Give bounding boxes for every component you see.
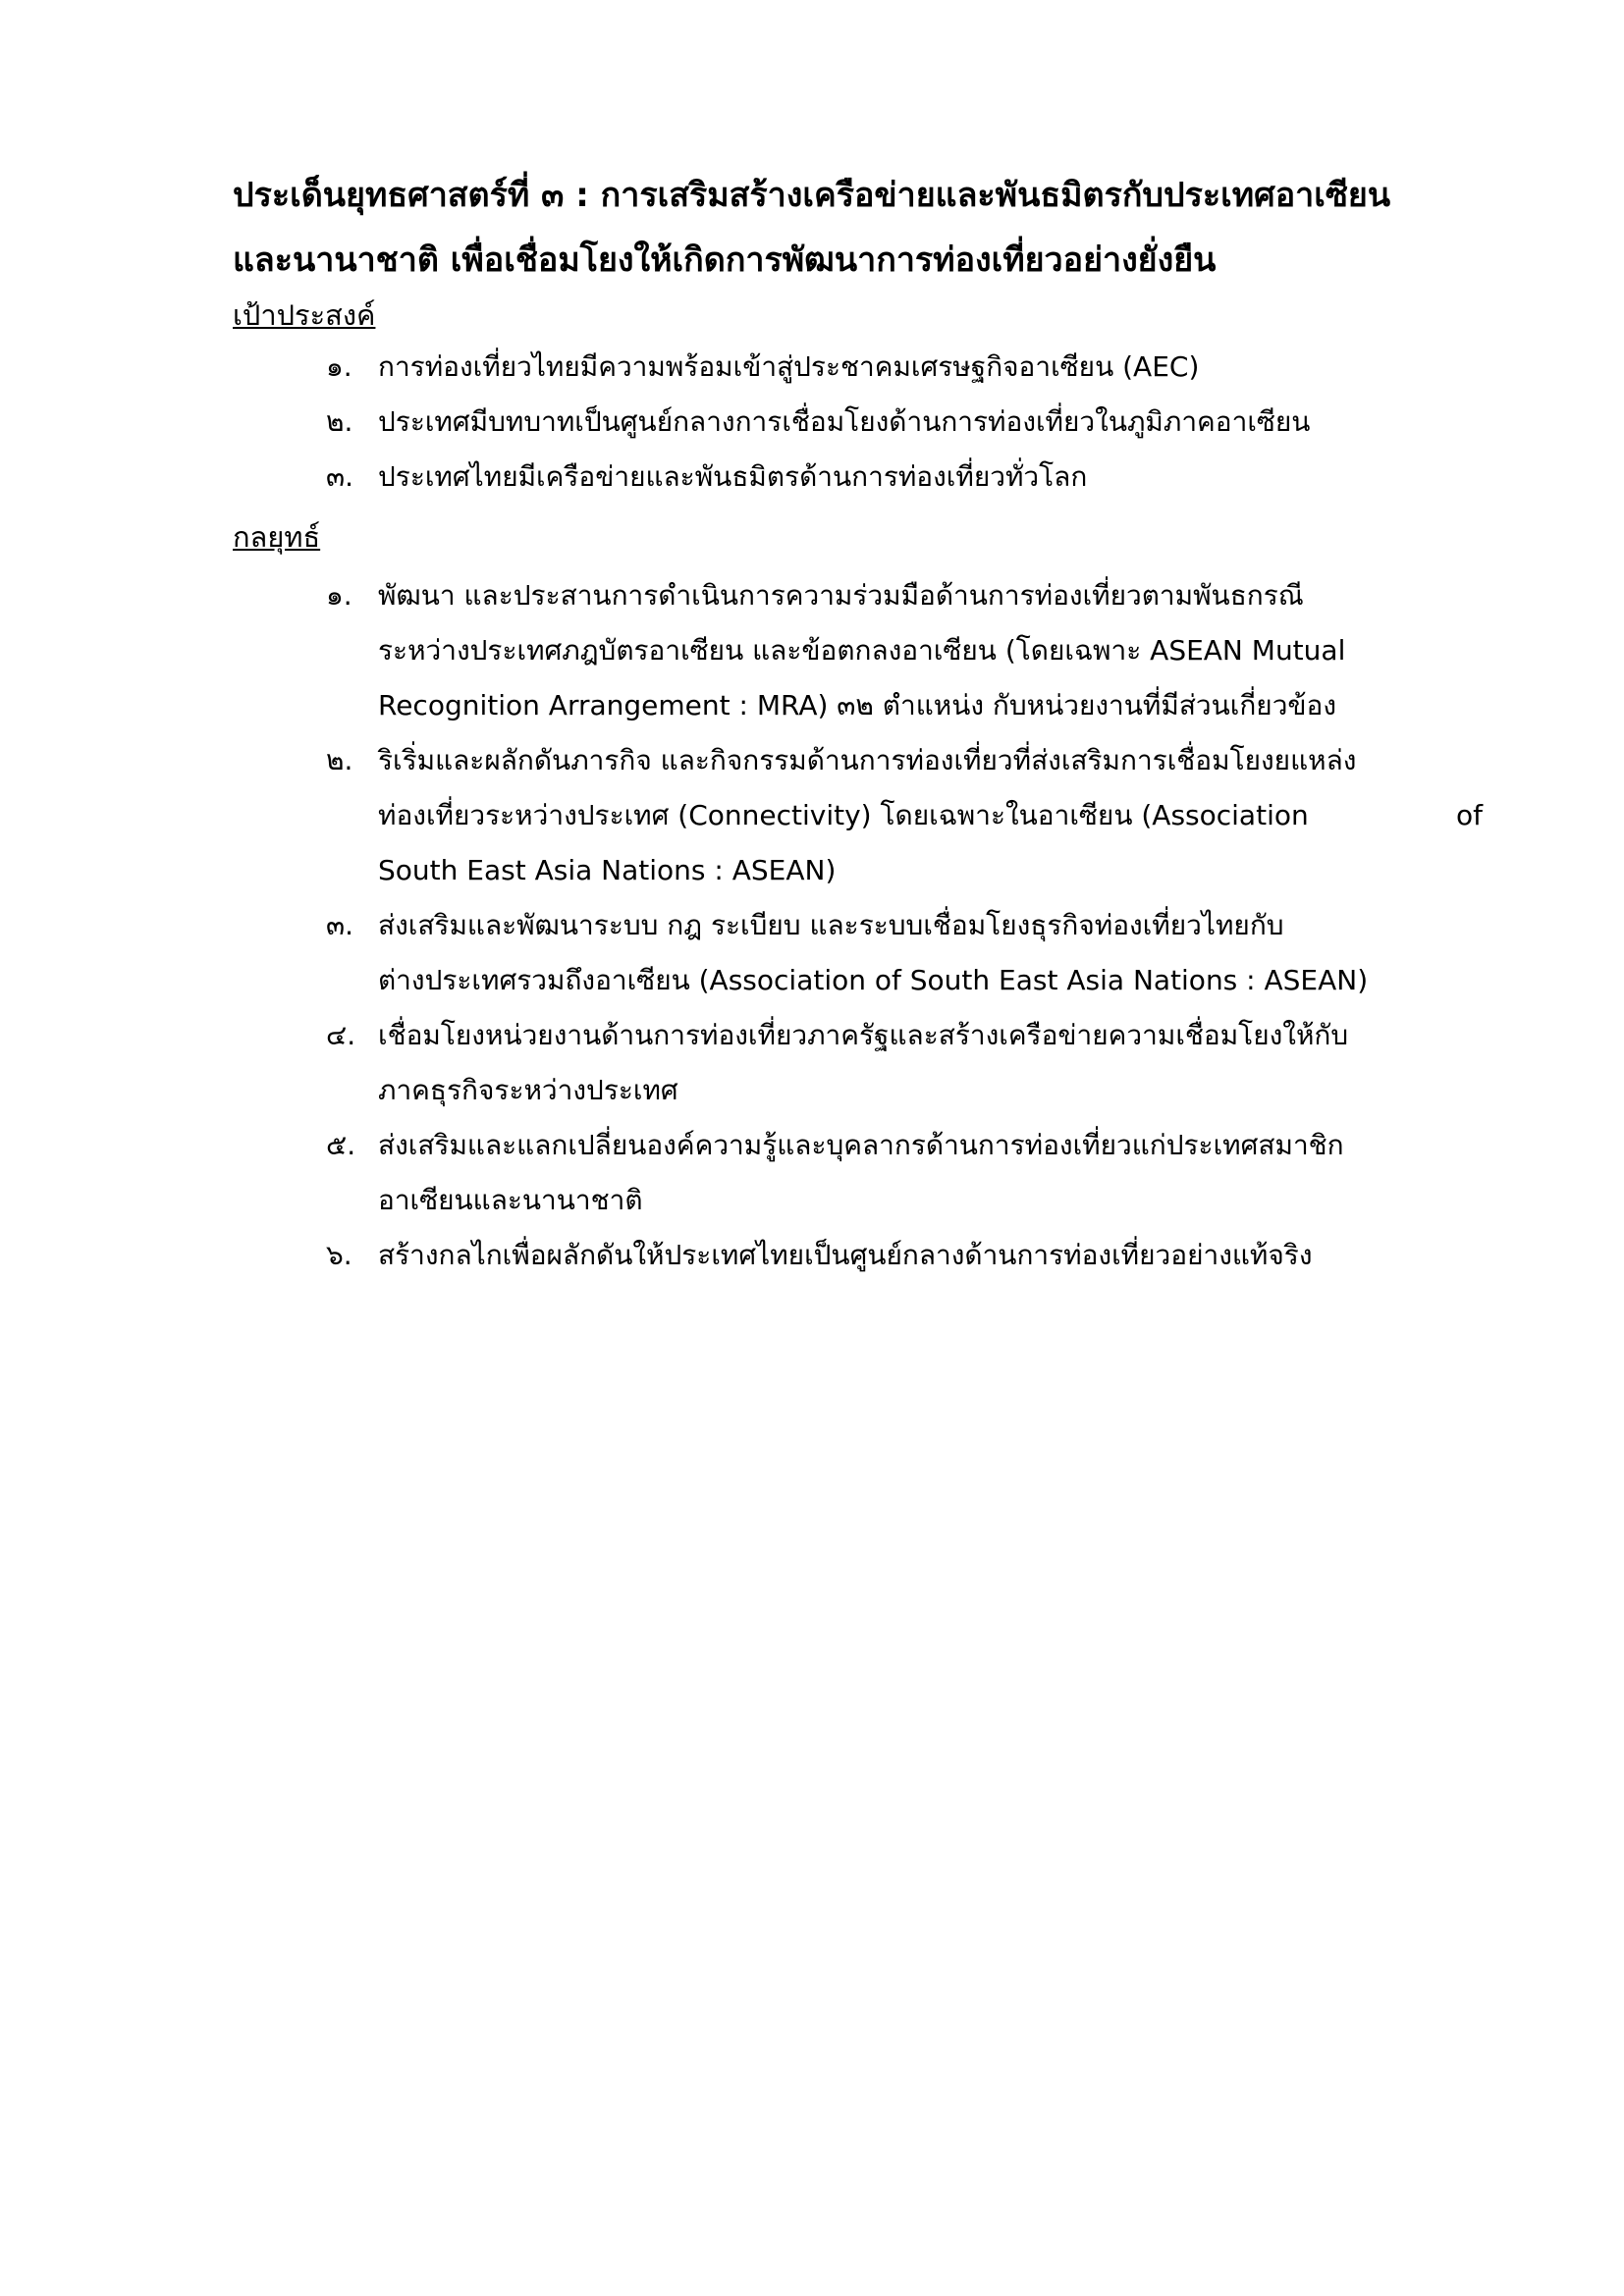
item-text: ระหว่างประเทศภฎบัตรอาเซียน และข้อตกลงอาเซียน (โดยเฉพาะ ASEAN Mutual <box>378 634 1346 667</box>
heading-line-1: ประเด็นยุทธศาสตร์ที่ ๓ : การเสริมสร้างเครือข่ายและพันธมิตรกับประเทศอาเซียน <box>233 176 1391 215</box>
heading-line-2: และนานาชาติ เพื่อเชื่อมโยงให้เกิดการพัฒนาการท่องเที่ยวอย่างยั่งยืน <box>233 240 1217 280</box>
item-text: พัฒนา และประสานการดำเนินการความร่วมมือด้านการท่องเที่ยวตามพันธกรณี <box>378 579 1304 612</box>
objective-item <box>326 395 1483 450</box>
strategy-item <box>326 1008 1483 1118</box>
item-text: เชื่อมโยงหน่วยงานด้านการท่องเที่ยวภาครัฐและสร้างเครือข่ายความเชื่อมโยงให้กับ <box>378 1019 1349 1051</box>
strategy-item <box>326 898 1483 1008</box>
item-number: ๓. <box>326 460 354 493</box>
objective-item <box>326 450 1483 505</box>
item-text: ท่องเที่ยวระหว่างประเทศ (Connectivity) โดยเฉพาะในอาเซียน (Association <box>378 799 1309 831</box>
objectives-list <box>326 340 1483 505</box>
item-number: ๖. <box>326 1239 352 1271</box>
strategies-label: กลยุทธ์ <box>233 520 321 554</box>
strategy-item <box>326 733 1483 898</box>
item-text: ส่งเสริมและพัฒนาระบบ กฎ ระเบียบ และระบบเชื่อมโยงธุรกิจท่องเที่ยวไทยกับ <box>378 909 1284 941</box>
item-text: ริเริ่มและผลักดันภารกิจ และกิจกรรมด้านการท่องเที่ยวที่ส่งเสริมการเชื่อมโยงยแหล่ง <box>378 744 1357 776</box>
strategies-list <box>326 568 1483 1283</box>
item-number: ๕. <box>326 1129 356 1161</box>
item-number: ๒. <box>326 744 353 776</box>
item-text-justified <box>378 788 1483 843</box>
item-text: ประเทศไทยมีเครือข่ายและพันธมิตรด้านการท่องเที่ยวทั่วโลก <box>378 460 1088 493</box>
item-text: ภาคธุรกิจระหว่างประเทศ <box>378 1074 678 1106</box>
item-number: ๑. <box>326 350 352 383</box>
objectives-label: เป้าประสงค์ <box>233 298 376 332</box>
strategy-item <box>326 1118 1483 1228</box>
item-number: ๒. <box>326 405 353 438</box>
item-number: ๔. <box>326 1019 356 1051</box>
strategy-item <box>326 1228 1483 1283</box>
item-text: การท่องเที่ยวไทยมีความพร้อมเข้าสู่ประชาคมเศรษฐกิจอาเซียน (AEC) <box>378 350 1200 383</box>
strategy-item <box>326 568 1483 733</box>
item-number: ๑. <box>326 579 352 612</box>
strategy-heading <box>233 163 1489 293</box>
item-text: สร้างกลไกเพื่อผลักดันให้ประเทศไทยเป็นศูนย์กลางด้านการท่องเที่ยวอย่างแท้จริง <box>378 1239 1313 1271</box>
item-text: Recognition Arrangement : MRA) ๓๒ ตำแหน่ง กับหน่วยงานที่มีส่วนเกี่ยวข้อง <box>378 689 1337 721</box>
item-text: อาเซียนและนานาชาติ <box>378 1184 643 1216</box>
item-text: ประเทศมีบทบาทเป็นศูนย์กลางการเชื่อมโยงด้านการท่องเที่ยวในภูมิภาคอาเซียน <box>378 405 1311 438</box>
item-number: ๓. <box>326 909 354 941</box>
objective-item <box>326 340 1483 395</box>
item-text: of <box>1456 799 1483 831</box>
item-text: ส่งเสริมและแลกเปลี่ยนองค์ความรู้และบุคลากรด้านการท่องเที่ยวแก่ประเทศสมาชิก <box>378 1129 1344 1161</box>
item-text: South East Asia Nations : ASEAN) <box>378 854 837 886</box>
item-text: ต่างประเทศรวมถึงอาเซียน (Association of South East Asia Nations : ASEAN) <box>378 964 1369 996</box>
